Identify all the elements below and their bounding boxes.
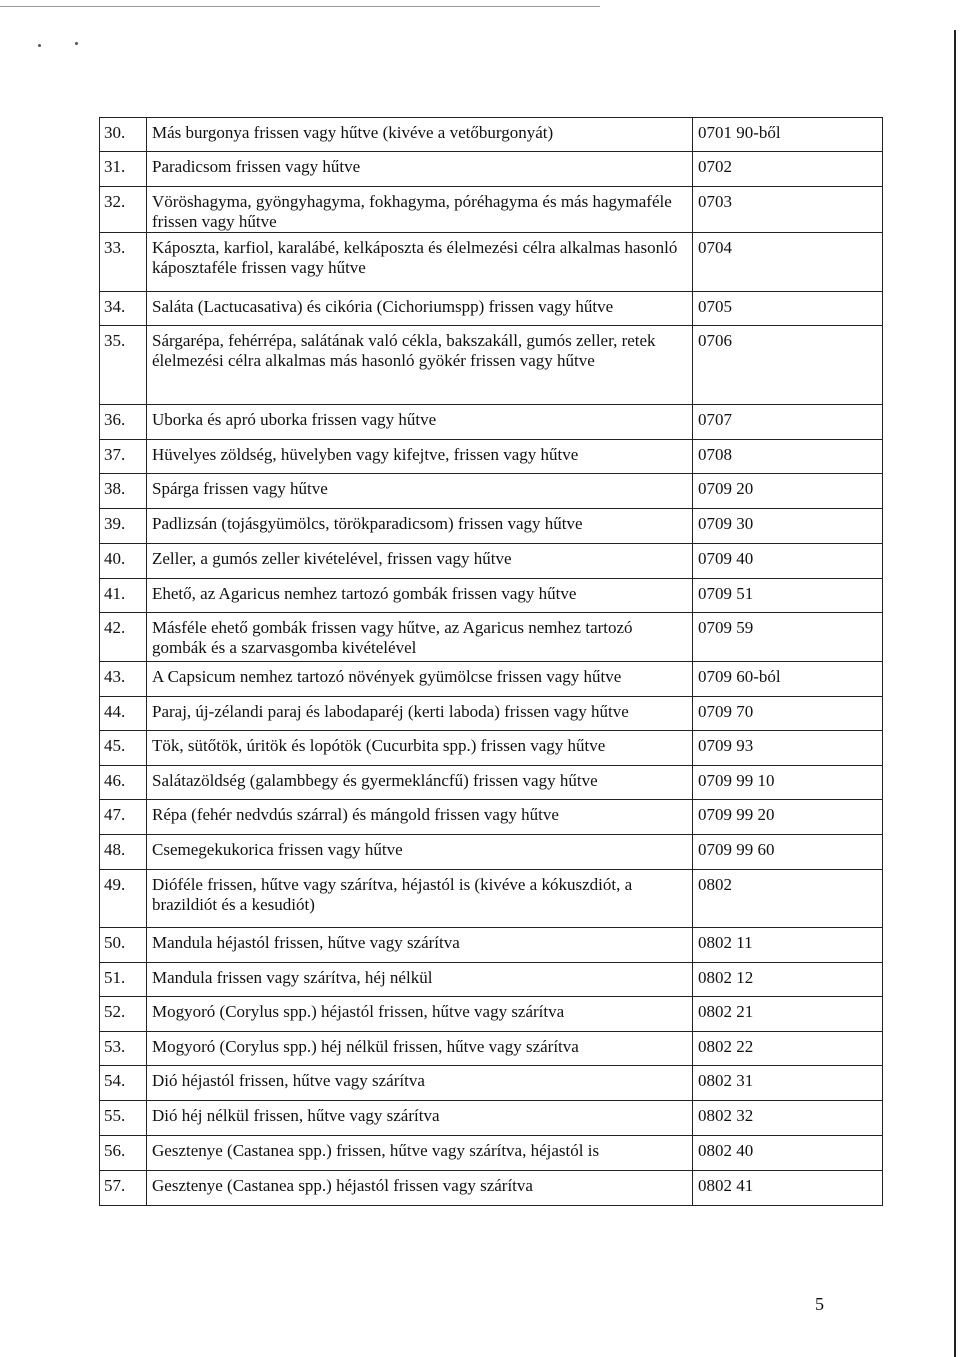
table-row <box>100 544 883 579</box>
table-row <box>100 800 883 835</box>
table-row <box>100 1136 883 1171</box>
tariff-code: 0707 <box>693 405 883 440</box>
row-number: 44. <box>100 697 147 731</box>
row-number: 56. <box>100 1136 147 1171</box>
table-row <box>100 997 883 1032</box>
table-row <box>100 118 883 152</box>
tariff-code: 0709 99 60 <box>693 835 883 870</box>
product-description: Zeller, a gumós zeller kivételével, frissen vagy hűtve <box>147 544 693 579</box>
row-number: 57. <box>100 1171 147 1206</box>
product-description: Paradicsom frissen vagy hűtve <box>147 152 693 187</box>
row-number: 36. <box>100 405 147 440</box>
table-row <box>100 579 883 613</box>
table-row <box>100 835 883 870</box>
tariff-code: 0709 40 <box>693 544 883 579</box>
table-row <box>100 662 883 697</box>
row-number: 51. <box>100 963 147 997</box>
tariff-code: 0709 20 <box>693 474 883 509</box>
tariff-code: 0709 99 10 <box>693 766 883 800</box>
table-row <box>100 440 883 474</box>
table-row <box>100 1171 883 1206</box>
product-description: A Capsicum nemhez tartozó növények gyümölcse frissen vagy hűtve <box>147 662 693 697</box>
product-description: Más burgonya frissen vagy hűtve (kivéve a vetőburgonyát) <box>147 118 693 152</box>
tariff-code: 0703 <box>693 187 883 233</box>
scan-top-line <box>0 6 600 7</box>
product-description: Spárga frissen vagy hűtve <box>147 474 693 509</box>
table-row <box>100 405 883 440</box>
row-number: 34. <box>100 292 147 326</box>
table-row <box>100 731 883 766</box>
tariff-code: 0702 <box>693 152 883 187</box>
table-row <box>100 963 883 997</box>
table-row <box>100 326 883 405</box>
tariff-code: 0802 12 <box>693 963 883 997</box>
product-description: Mandula frissen vagy szárítva, héj nélkül <box>147 963 693 997</box>
row-number: 39. <box>100 509 147 544</box>
row-number: 41. <box>100 579 147 613</box>
product-description: Mandula héjastól frissen, hűtve vagy szárítva <box>147 928 693 963</box>
row-number: 55. <box>100 1101 147 1136</box>
scan-right-edge <box>954 30 956 1357</box>
product-description: Répa (fehér nedvdús szárral) és mángold frissen vagy hűtve <box>147 800 693 835</box>
product-description: Uborka és apró uborka frissen vagy hűtve <box>147 405 693 440</box>
table-row <box>100 870 883 928</box>
row-number: 54. <box>100 1066 147 1101</box>
row-number: 43. <box>100 662 147 697</box>
tariff-code: 0802 32 <box>693 1101 883 1136</box>
table-row <box>100 697 883 731</box>
product-description: Hüvelyes zöldség, hüvelyben vagy kifejtve, frissen vagy hűtve <box>147 440 693 474</box>
product-description: Paraj, új-zélandi paraj és labodaparéj (kerti laboda) frissen vagy hűtve <box>147 697 693 731</box>
scan-speck <box>75 42 78 45</box>
tariff-code: 0802 21 <box>693 997 883 1032</box>
table-row <box>100 1101 883 1136</box>
product-description: Vöröshagyma, gyöngyhagyma, fokhagyma, póréhagyma és más hagymaféle frissen vagy hűtve <box>147 187 693 233</box>
tariff-code: 0802 31 <box>693 1066 883 1101</box>
product-description: Gesztenye (Castanea spp.) héjastól frissen vagy szárítva <box>147 1171 693 1206</box>
tariff-table-body <box>100 118 883 1206</box>
product-description: Csemegekukorica frissen vagy hűtve <box>147 835 693 870</box>
scan-speck <box>38 44 41 47</box>
tariff-code: 0709 99 20 <box>693 800 883 835</box>
row-number: 45. <box>100 731 147 766</box>
tariff-code: 0706 <box>693 326 883 405</box>
tariff-table <box>99 117 883 1206</box>
table-row <box>100 1032 883 1066</box>
table-row <box>100 152 883 187</box>
tariff-code: 0802 <box>693 870 883 928</box>
tariff-code: 0802 11 <box>693 928 883 963</box>
table-row <box>100 766 883 800</box>
product-description: Káposzta, karfiol, karalábé, kelkáposzta és élelmezési célra alkalmas hasonló káposztaféle frissen vagy hűtve <box>147 233 693 292</box>
row-number: 32. <box>100 187 147 233</box>
row-number: 50. <box>100 928 147 963</box>
tariff-code: 0709 70 <box>693 697 883 731</box>
row-number: 42. <box>100 613 147 662</box>
row-number: 35. <box>100 326 147 405</box>
tariff-code: 0802 22 <box>693 1032 883 1066</box>
product-description: Dió héj nélkül frissen, hűtve vagy szárítva <box>147 1101 693 1136</box>
tariff-code: 0701 90-ből <box>693 118 883 152</box>
table-row <box>100 474 883 509</box>
tariff-code: 0802 40 <box>693 1136 883 1171</box>
row-number: 40. <box>100 544 147 579</box>
product-description: Sárgarépa, fehérrépa, salátának való cékla, bakszakáll, gumós zeller, retek élelmezési célra alkalmas más hasonló gyökér frissen vagy hűtve <box>147 326 693 405</box>
product-description: Dióféle frissen, hűtve vagy szárítva, héjastól is (kivéve a kókuszdiót, a brazildiót és a kesudiót) <box>147 870 693 928</box>
tariff-code: 0709 51 <box>693 579 883 613</box>
table-row <box>100 233 883 292</box>
product-description: Ehető, az Agaricus nemhez tartozó gombák frissen vagy hűtve <box>147 579 693 613</box>
product-description: Tök, sütőtök, úritök és lopótök (Cucurbita spp.) frissen vagy hűtve <box>147 731 693 766</box>
row-number: 33. <box>100 233 147 292</box>
row-number: 47. <box>100 800 147 835</box>
product-description: Saláta (Lactucasativa) és cikória (Cichoriumspp) frissen vagy hűtve <box>147 292 693 326</box>
tariff-code: 0704 <box>693 233 883 292</box>
table-row <box>100 613 883 662</box>
table-row <box>100 509 883 544</box>
table-row <box>100 292 883 326</box>
product-description: Salátazöldség (galambbegy és gyermekláncfű) frissen vagy hűtve <box>147 766 693 800</box>
product-description: Mogyoró (Corylus spp.) héjastól frissen, hűtve vagy szárítva <box>147 997 693 1032</box>
tariff-code: 0709 59 <box>693 613 883 662</box>
row-number: 46. <box>100 766 147 800</box>
row-number: 37. <box>100 440 147 474</box>
table-row <box>100 928 883 963</box>
product-description: Dió héjastól frissen, hűtve vagy szárítva <box>147 1066 693 1101</box>
product-description: Mogyoró (Corylus spp.) héj nélkül frissen, hűtve vagy szárítva <box>147 1032 693 1066</box>
product-description: Másféle ehető gombák frissen vagy hűtve, az Agaricus nemhez tartozó gombák és a szarvasgomba kivételével <box>147 613 693 662</box>
table-row <box>100 1066 883 1101</box>
tariff-code: 0709 30 <box>693 509 883 544</box>
row-number: 48. <box>100 835 147 870</box>
row-number: 53. <box>100 1032 147 1066</box>
row-number: 31. <box>100 152 147 187</box>
tariff-code: 0705 <box>693 292 883 326</box>
row-number: 49. <box>100 870 147 928</box>
tariff-code: 0709 60-ból <box>693 662 883 697</box>
page-number: 5 <box>815 1294 824 1314</box>
product-description: Padlizsán (tojásgyümölcs, törökparadicsom) frissen vagy hűtve <box>147 509 693 544</box>
table-row <box>100 187 883 233</box>
row-number: 30. <box>100 118 147 152</box>
tariff-code: 0709 93 <box>693 731 883 766</box>
product-description: Gesztenye (Castanea spp.) frissen, hűtve vagy szárítva, héjastól is <box>147 1136 693 1171</box>
tariff-code: 0708 <box>693 440 883 474</box>
row-number: 38. <box>100 474 147 509</box>
tariff-code: 0802 41 <box>693 1171 883 1206</box>
row-number: 52. <box>100 997 147 1032</box>
